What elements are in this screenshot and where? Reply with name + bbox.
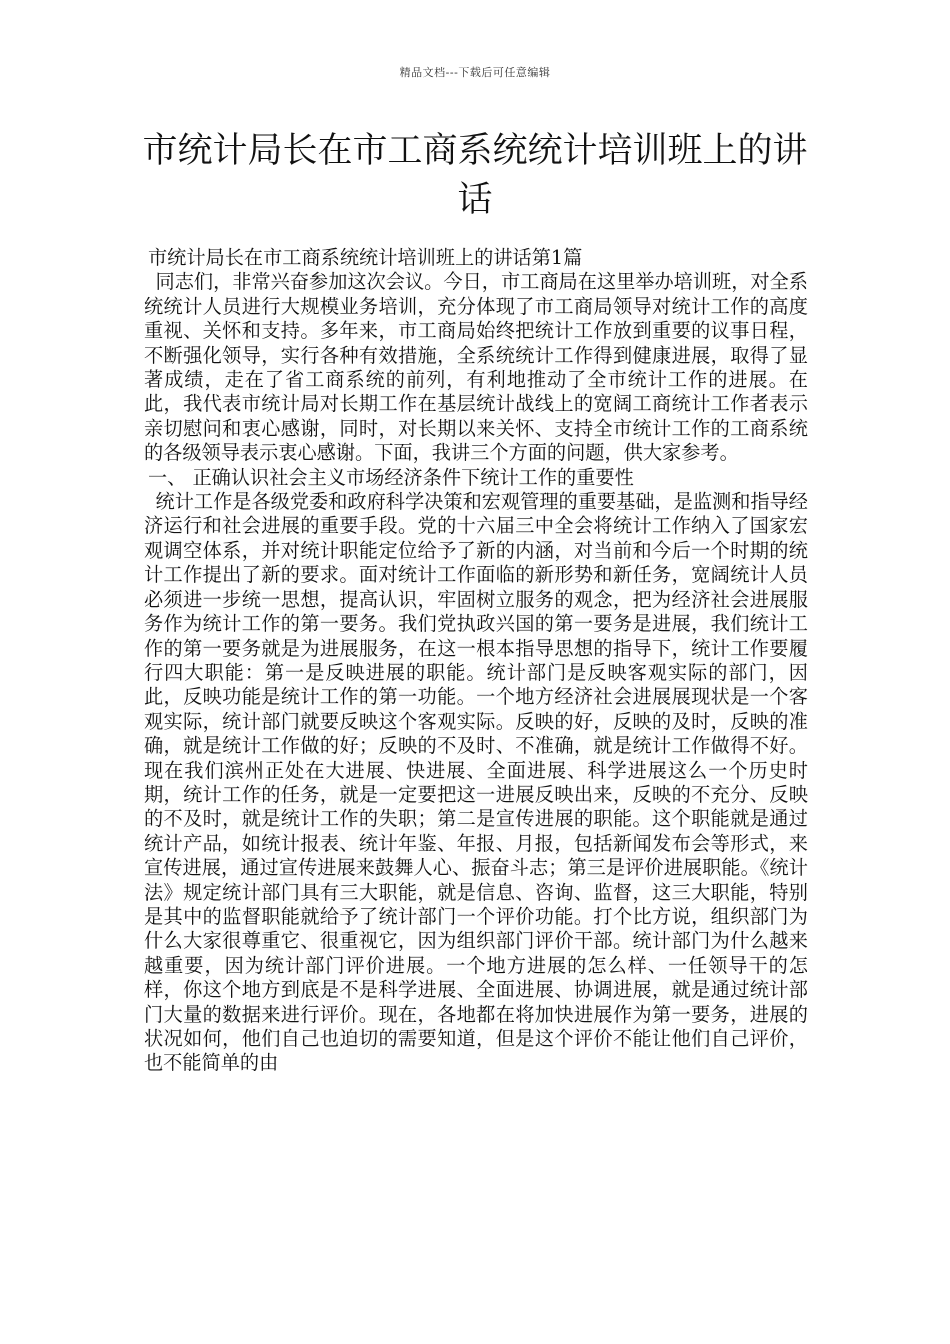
document-subtitle: 市统计局长在市工商系统统计培训班上的讲话第1篇 [148,246,583,269]
paragraph-statistics-importance: 统计工作是各级党委和政府科学决策和宏观管理的重要基础，是监测和指导经济运行和社会进展的重要手段。党的十六届三中全会将统计工作纳入了国家宏观调空体系，并对统计职能定位给予了新的内涵，对当前和今后一个时期的统计工作提出了新的要求。面对统计工作面临的新形势和新任务，宽阔统计人员必须进一步统一思想，提高认识，牢固树立服务的观念，把为经济社会进展服务作为统计工作的第一要务。我们党执政兴国的第一要务是进展，我们统计工作的第一要务就是为进展服务，在这一根本指导思想的指导下，统计工作要履行四大职能：第一是反映进展的职能。统计部门是反映客观实际的部门，因此，反映功能是统计工作的第一功能。一个地方经济社会进展展现状是一个客观实际，统计部门就要反映这个客观实际。反映的好，反映的及时，反映的准确，就是统计工作做的好；反映的不及时、不准确，就是统计工作做得不好。现在我们滨州正处在大进展、快进展、全面进展、科学进展这么一个历史时期，统计工作的任务，就是一定要把这一进展反映出来，反映的不充分、反映的不及时，就是统计工作的失职；第二是宣传进展的职能。这个职能就是通过统计产品，如统计报表、统计年鉴、年报、月报，包括新闻发布会等形式，来宣传进展，通过宣传进展来鼓舞人心、振奋斗志；第三是评价进展职能。《统计法》规定统计部门具有三大职能，就是信息、咨询、监督，这三大职能，特别是其中的监督职能就给予了统计部门一个评价功能。打个比方说，组织部门为什么大家很尊重它、很重视它，因为组织部门评价干部。统计部门为什么越来越重要，因为统计部门评价进展。一个地方进展的怎么样、一任领导干的怎样，你这个地方到底是不是科学进展、全面进展、协调进展，就是通过统计部门大量的数据来进行评价。现在，各地都在将加快进展作为第一要务，进展的状况如何，他们自己也迫切的需要知道，但是这个评价不能让他们自己评价，也不能简单的由 [144,490,808,1075]
header-note: 精品文档---下载后可任意编辑 [399,66,551,79]
section-heading: 一、 正确认识社会主义市场经济条件下统计工作的重要性 [148,465,634,489]
document-title: 市统计局长在市工商系统统计培训班上的讲话 [142,131,808,220]
document-body [144,246,808,1076]
paragraph-opening: 同志们，非常兴奋参加这次会议。今日，市工商局在这里举办培训班，对全系统统计人员进行大规模业务培训，充分体现了市工商局领导对统计工作的高度重视、关怀和支持。多年来，市工商局始终把统计工作放到重要的议事日程，不断强化领导，实行各种有效措施，全系统统计工作得到健康进展，取得了显著成绩，走在了省工商系统的前列，有利地推动了全市统计工作的进展。在此，我代表市统计局对长期工作在基层统计战线上的宽阔工商统计工作者表示亲切慰问和衷心感谢，同时，对长期以来关怀、支持全市统计工作的工商系统的各级领导表示衷心感谢。下面，我讲三个方面的问题，供大家参考。 [144,270,808,465]
